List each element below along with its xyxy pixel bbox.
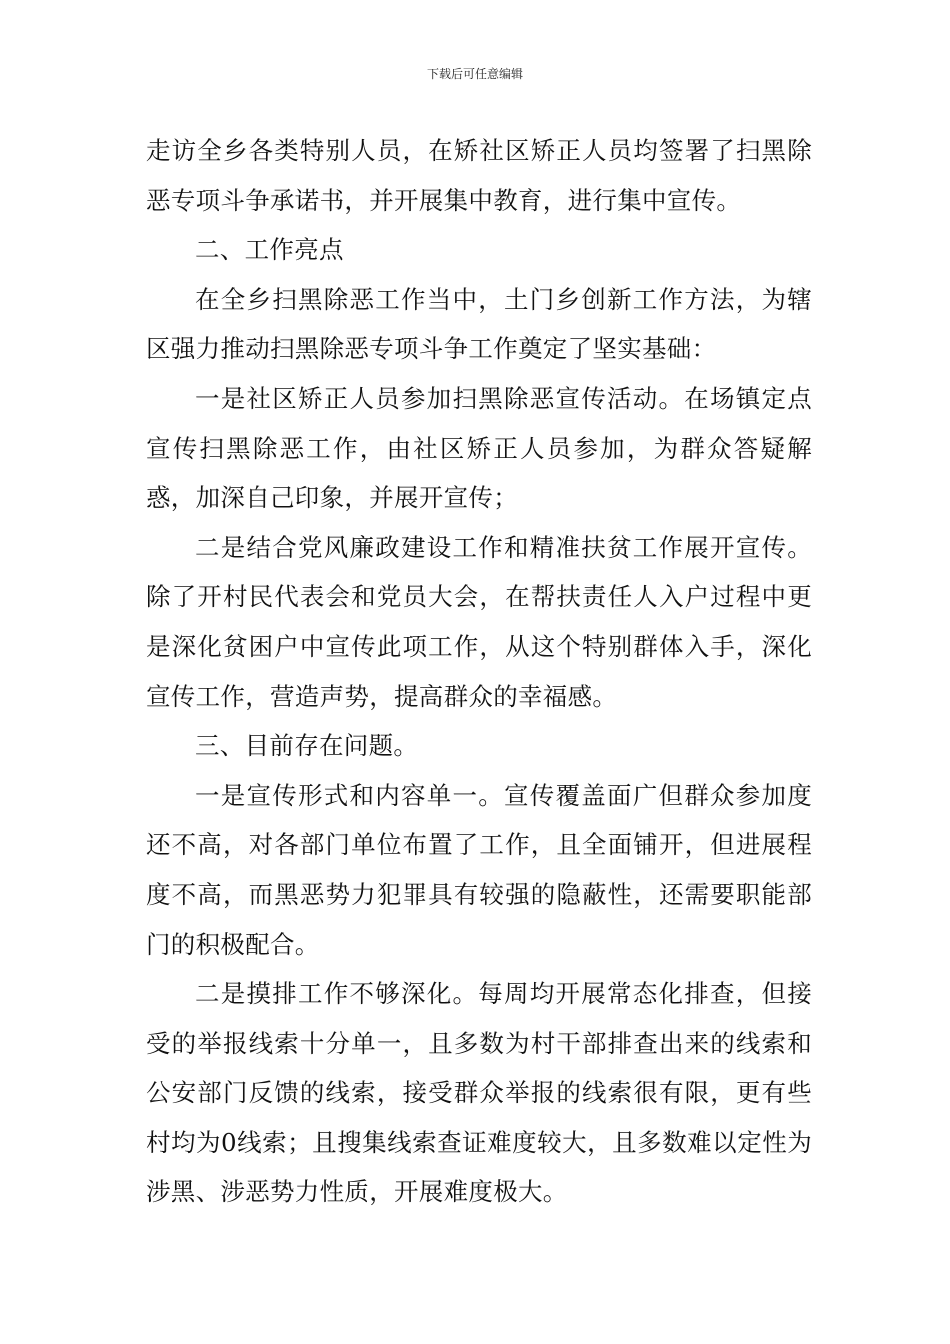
paragraph-problem-one: 一是宣传形式和内容单一。宣传覆盖面广但群众参加度还不高，对各部门单位布置了工作，且全面铺开，但进展程度不高，而黑恶势力犯罪具有较强的隐蔽性，还需要职能部门的积极配合。 — [146, 780, 812, 959]
paragraph-highlights-intro: 在全乡扫黑除恶工作当中，土门乡创新工作方法，为辖区强力推动扫黑除恶专项斗争工作奠定了坚实基础： — [146, 284, 812, 364]
paragraph-highlight-two: 二是结合党风廉政建设工作和精准扶贫工作展开宣传。除了开村民代表会和党员大会，在帮扶责任人入户过程中更是深化贫困户中宣传此项工作，从这个特别群体入手，深化宣传工作，营造声势，提高群众的幸福感。 — [146, 532, 812, 711]
paragraph-problem-two: 二是摸排工作不够深化。每周均开展常态化排查，但接受的举报线索十分单一，且多数为村干部排查出来的线索和公安部门反馈的线索，接受群众举报的线索很有限，更有些村均为0线索；且搜集线索查证难度较大，且多数难以定性为涉黑、涉恶势力性质，开展难度极大。 — [146, 979, 812, 1207]
document-body — [146, 126, 812, 1217]
paragraph-highlight-one: 一是社区矫正人员参加扫黑除恶宣传活动。在场镇定点宣传扫黑除恶工作，由社区矫正人员参加，为群众答疑解惑，加深自己印象，并展开宣传； — [146, 383, 812, 513]
section-heading-problems: 三、目前存在问题。 — [195, 731, 419, 761]
section-heading-highlights: 二、工作亮点 — [195, 235, 344, 265]
page-header-note: 下载后可任意编辑 — [426, 67, 523, 81]
paragraph-continuation: 走访全乡各类特别人员，在矫社区矫正人员均签署了扫黑除恶专项斗争承诺书，并开展集中教育，进行集中宣传。 — [146, 136, 812, 215]
